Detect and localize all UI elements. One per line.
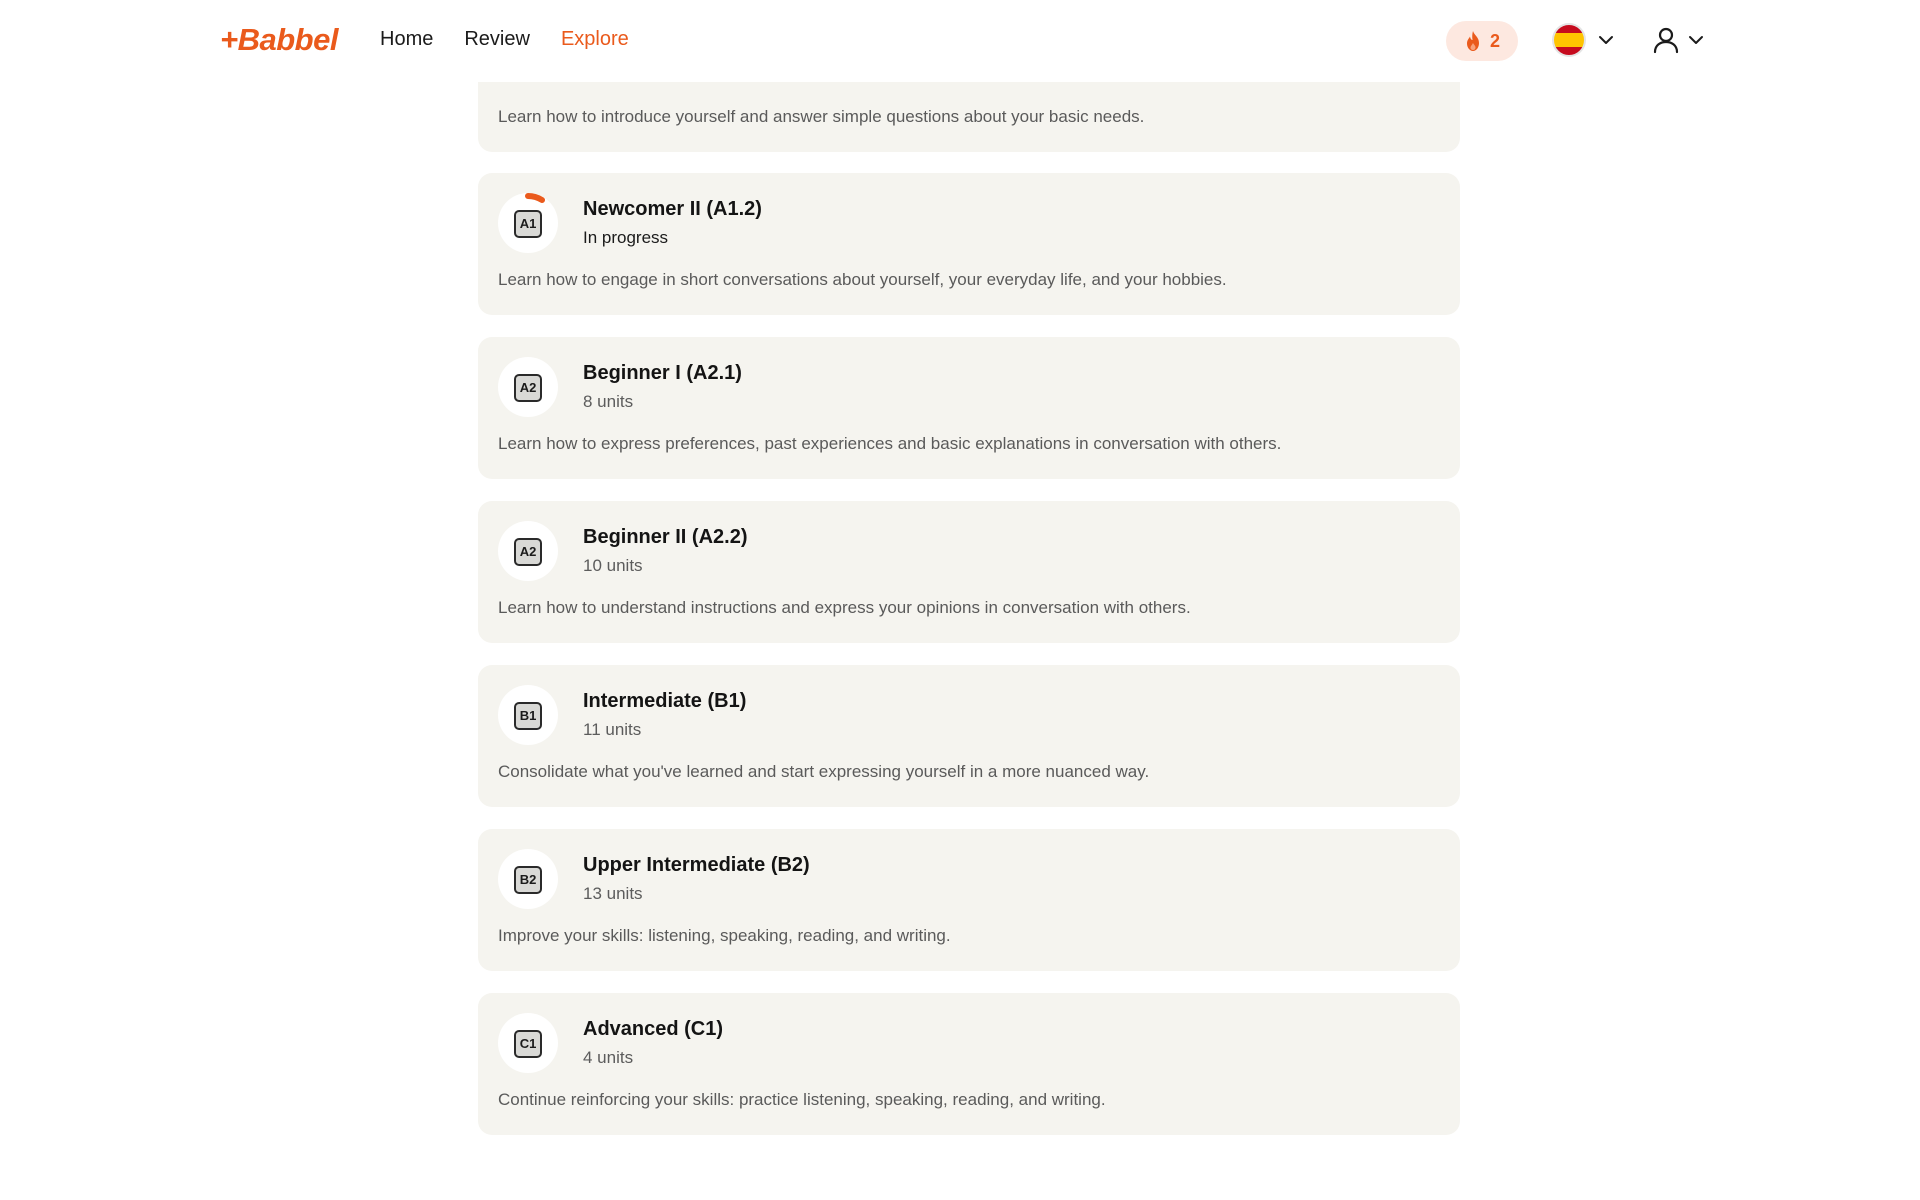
course-description: Learn how to understand instructions and express your opinions in conversation with others.	[498, 598, 1191, 617]
course-title: Newcomer II (A1.2)	[583, 198, 762, 220]
level-badge-label: A2	[514, 374, 542, 402]
course-card-beginner-1[interactable]	[478, 337, 1460, 479]
course-description: Learn how to introduce yourself and answer simple questions about your basic needs.	[498, 107, 1145, 126]
course-card-newcomer-2[interactable]	[478, 173, 1460, 315]
course-description: Learn how to engage in short conversations about yourself, your everyday life, and your hobbies.	[498, 270, 1227, 289]
account-menu[interactable]	[1652, 26, 1704, 54]
level-badge-label: B1	[514, 702, 542, 730]
level-badge	[498, 849, 558, 909]
babbel-logo[interactable]: +Babbel	[220, 22, 338, 57]
course-description: Learn how to express preferences, past experiences and basic explanations in conversation with others.	[498, 434, 1282, 453]
level-badge	[498, 1013, 558, 1073]
course-unit-count: 11 units	[583, 720, 642, 739]
course-unit-count: 8 units	[583, 392, 634, 411]
chevron-down-icon	[1688, 35, 1704, 45]
course-title: Upper Intermediate (B2)	[583, 854, 810, 876]
course-description: Continue reinforcing your skills: practice listening, speaking, reading, and writing.	[498, 1090, 1106, 1109]
nav-home[interactable]: Home	[380, 28, 434, 50]
main-nav	[380, 28, 629, 51]
nav-review[interactable]: Review	[464, 28, 530, 50]
course-description: Consolidate what you've learned and start expressing yourself in a more nuanced way.	[498, 762, 1150, 781]
level-badge	[498, 357, 558, 417]
level-badge-label: B2	[514, 866, 542, 894]
chevron-down-icon	[1598, 35, 1614, 45]
course-card-intermediate[interactable]	[478, 665, 1460, 807]
streak-button[interactable]	[1446, 21, 1518, 61]
flame-icon	[1464, 30, 1482, 52]
level-badge	[498, 521, 558, 581]
streak-count: 2	[1489, 30, 1500, 51]
top-navigation-bar	[0, 0, 1920, 82]
language-selector[interactable]	[1552, 23, 1614, 57]
nav-explore[interactable]: Explore	[560, 28, 629, 50]
course-card-beginner-2[interactable]	[478, 501, 1460, 643]
level-badge	[498, 685, 558, 745]
course-title: Intermediate (B1)	[583, 690, 747, 712]
course-description: Improve your skills: listening, speaking, reading, and writing.	[498, 926, 951, 945]
spain-flag-icon	[1552, 23, 1586, 57]
course-unit-count: 13 units	[583, 884, 643, 903]
course-title: Advanced (C1)	[583, 1018, 724, 1040]
course-title: Beginner II (A2.2)	[583, 526, 748, 548]
user-icon	[1652, 26, 1680, 54]
level-badge	[498, 193, 558, 253]
course-status: In progress	[583, 228, 669, 247]
level-badge-label: A2	[514, 538, 542, 566]
level-badge-label: A1	[514, 210, 542, 238]
course-unit-count: 10 units	[583, 556, 643, 575]
level-badge-label: C1	[514, 1030, 542, 1058]
course-title: Beginner I (A2.1)	[583, 362, 742, 384]
course-unit-count: 4 units	[583, 1048, 634, 1067]
course-card-advanced[interactable]	[478, 993, 1460, 1135]
course-card-upper-intermediate[interactable]	[478, 829, 1460, 971]
